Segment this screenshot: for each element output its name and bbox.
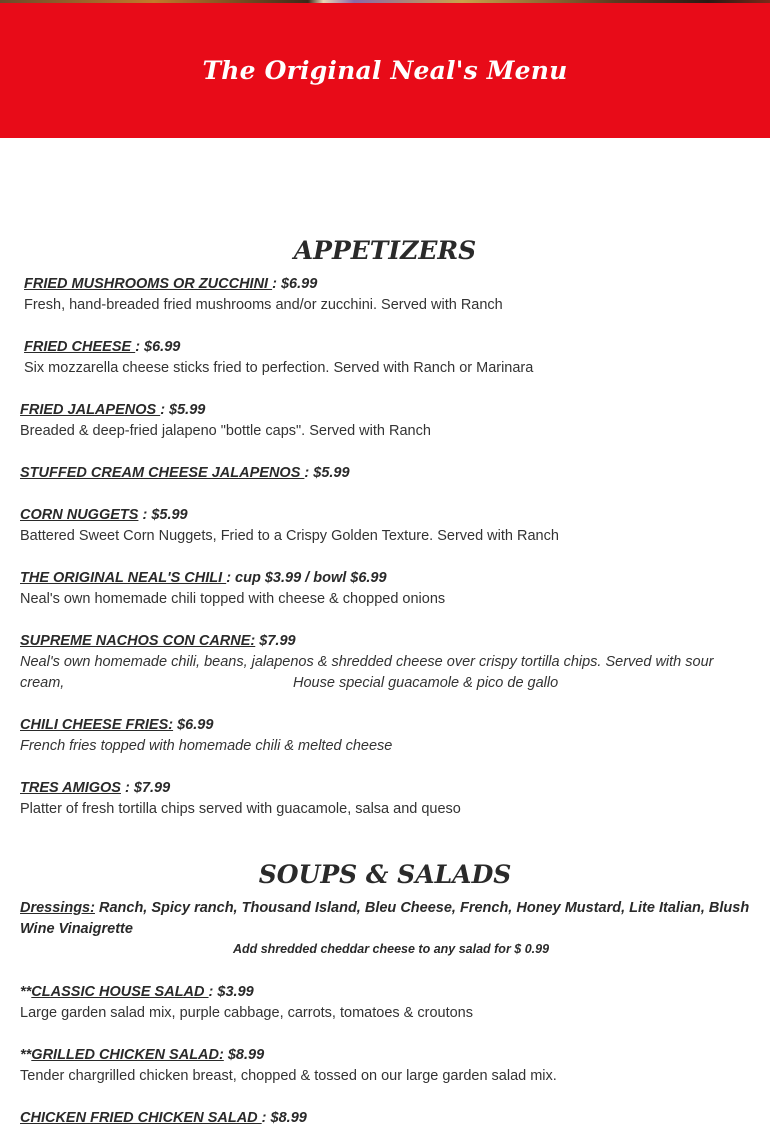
menu-item-heading — [20, 631, 296, 652]
dressings-line — [20, 898, 749, 919]
menu-item-price: $5.99 — [151, 507, 188, 523]
menu-item-prefix: ** — [20, 1047, 32, 1063]
header-banner — [0, 3, 770, 138]
menu-item-description-cont: House special guacamole & pico de gallo — [293, 675, 559, 691]
menu-item-name: STUFFED CREAM CHEESE JALAPENOS — [20, 465, 305, 481]
menu-item-price: $8.99 — [270, 1110, 307, 1126]
dressings-list: Ranch, Spicy ranch, Thousand Island, Bleu Cheese, French, Honey Mustard, Lite Italian, Blush — [94, 900, 750, 916]
menu-item-name: CHICKEN FRIED CHICKEN SALAD — [20, 1110, 262, 1126]
menu-item-price: $7.99 — [133, 780, 171, 796]
menu-item-description: Neal's own homemade chili topped with cheese & chopped onions — [20, 591, 446, 607]
menu-item-price: $6.99 — [144, 339, 181, 355]
separator: : — [304, 465, 314, 481]
menu-item-heading — [20, 568, 387, 589]
menu-item-heading — [20, 1108, 307, 1129]
menu-item-heading — [20, 982, 254, 1003]
menu-item-prefix: ** — [20, 984, 32, 1000]
salad-note: Add shredded cheddar cheese to any salad for $ 0.99 — [232, 942, 550, 956]
menu-item-name: CLASSIC HOUSE SALAD — [31, 984, 209, 1000]
menu-item-description: French fries topped with homemade chili & melted cheese — [20, 738, 393, 754]
section-title-soups-salads: SOUPS & SALADS — [258, 860, 512, 889]
separator: : — [160, 402, 170, 418]
menu-item-name: TRES AMIGOS — [20, 780, 121, 796]
menu-item-price: cup $3.99 / bowl $6.99 — [235, 570, 387, 586]
separator: : — [272, 276, 281, 292]
menu-item-price: $5.99 — [169, 402, 206, 418]
dressings-line-cont: Wine Vinaigrette — [20, 921, 133, 937]
menu-item-description-cont: cream, — [20, 675, 65, 691]
menu-item-heading — [20, 400, 205, 421]
menu-item-description: Neal's own homemade chili, beans, jalapenos & shredded cheese over crispy tortilla chips. Served with sour — [20, 654, 714, 670]
menu-item-price: $6.99 — [280, 276, 318, 292]
menu-item-name: THE ORIGINAL NEAL'S CHILI — [20, 570, 227, 586]
menu-item-name: GRILLED CHICKEN SALAD: — [31, 1047, 224, 1063]
menu-item-price: $6.99 — [177, 717, 214, 733]
separator: : — [138, 507, 152, 523]
menu-item-heading — [20, 778, 170, 799]
menu-item-heading — [24, 337, 180, 358]
menu-item-description: Fresh, hand-breaded fried mushrooms and/or zucchini. Served with Ranch — [24, 297, 503, 313]
menu-item-name: FRIED CHEESE — [24, 339, 136, 355]
menu-item-name: CORN NUGGETS — [20, 507, 139, 523]
separator: : — [135, 339, 145, 355]
page-title: The Original Neal's Menu — [202, 56, 568, 85]
dressings-label: Dressings: — [20, 900, 95, 916]
menu-item-price: $8.99 — [227, 1047, 265, 1063]
section-title-appetizers: APPETIZERS — [293, 236, 477, 265]
menu-item-name: FRIED JALAPENOS — [20, 402, 161, 418]
menu-item-description: Platter of fresh tortilla chips served with guacamole, salsa and queso — [20, 801, 461, 817]
menu-item-description: Breaded & deep-fried jalapeno "bottle caps". Served with Ranch — [20, 423, 431, 439]
separator: : — [226, 570, 236, 586]
menu-item-heading — [24, 274, 317, 295]
menu-item-name: SUPREME NACHOS CON CARNE: — [20, 633, 256, 649]
menu-item-description: Large garden salad mix, purple cabbage, carrots, tomatoes & croutons — [20, 1005, 473, 1021]
menu-item-price: $3.99 — [217, 984, 254, 1000]
menu-item-heading — [20, 505, 188, 526]
separator: : — [208, 984, 218, 1000]
menu-item-heading — [20, 715, 213, 736]
menu-item-name: FRIED MUSHROOMS OR ZUCCHINI — [24, 276, 273, 292]
menu-item-description: Battered Sweet Corn Nuggets, Fried to a Crispy Golden Texture. Served with Ranch — [20, 528, 559, 544]
menu-item-description: Tender chargrilled chicken breast, chopped & tossed on our large garden salad mix. — [20, 1068, 557, 1084]
menu-item-price: $5.99 — [313, 465, 350, 481]
menu-item-description: Six mozzarella cheese sticks fried to perfection. Served with Ranch or Marinara — [24, 360, 534, 376]
menu-item-price: $7.99 — [259, 633, 296, 649]
menu-item-name: CHILI CHEESE FRIES: — [20, 717, 174, 733]
separator: : — [261, 1110, 271, 1126]
menu-item-heading — [20, 1045, 264, 1066]
separator: : — [120, 780, 134, 796]
menu-item-heading — [20, 463, 350, 484]
